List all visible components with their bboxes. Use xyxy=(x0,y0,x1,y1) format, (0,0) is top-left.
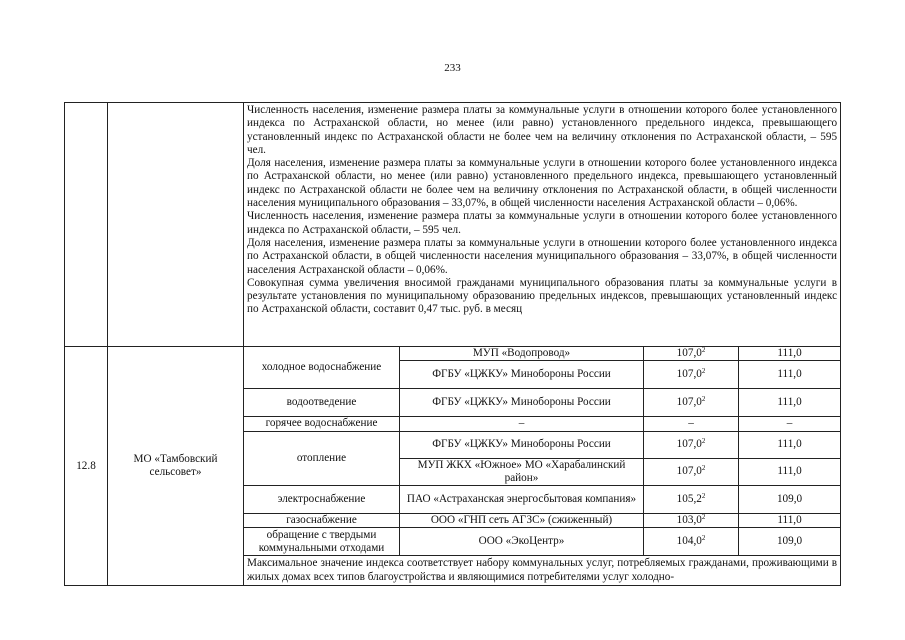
limit-value: – xyxy=(739,417,841,431)
provider-cell: – xyxy=(400,417,644,431)
provider-cell: ФГБУ «ЦЖКУ» Минобороны России xyxy=(400,361,644,389)
provider-cell: ПАО «Астраханская энергосбытовая компания» xyxy=(400,486,644,514)
index-value: 105,2$^2$ xyxy=(644,486,739,514)
provider-cell: МУП ЖКХ «Южное» МО «Харабалинский район» xyxy=(400,458,644,486)
index-value: – xyxy=(644,417,739,431)
paragraph-population-count: Численность населения, изменение размера платы за коммунальные услуги в отношении которого более установленного индекса по Астраханской области, но менее (или равно) установленного предельного индекса, превышающего установленный индекс по Астраханской области не более чем на величину отклонения по Астраханской области, – 595 чел. xyxy=(247,104,838,156)
service-drainage: водоотведение xyxy=(244,389,400,417)
table-row xyxy=(65,347,841,361)
limit-value: 111,0 xyxy=(739,458,841,486)
service-waste: обращение с твердыми коммунальными отходами xyxy=(244,528,400,556)
provider-cell: МУП «Водопровод» xyxy=(400,347,644,361)
limit-value: 109,0 xyxy=(739,528,841,556)
paragraph-total-increase: Совокупная сумма увеличения вносимой гражданами муниципального образования платы за коммунальные услуги в результате установления по муниципальному образованию предельных индексов, превышающих установленный индекс по Астраханской области, составит 0,47 тыс. руб. в месяц xyxy=(247,276,838,316)
paragraph-population-share-above: Доля населения, изменение размера платы за коммунальные услуги в отношении которого более установленного индекса по Астраханской области, в общей численности населения муниципального образования – 33,07%, в общей численности населения Астраханской области – 0,06%. xyxy=(247,236,838,276)
provider-cell: ФГБУ «ЦЖКУ» Минобороны России xyxy=(400,431,644,458)
paragraph-population-share: Доля населения, изменение размера платы за коммунальные услуги в отношении которого более установленного индекса по Астраханской области, но менее (или равно) установленного предельного индекса, превышающего установленный индекс по Астраханской области не более чем на величину отклонения по Астраханской области, в общей численности населения муниципального образования – 33,07%, в общей численности населения Астраханской области – 0,06%. xyxy=(247,157,838,210)
provider-cell: ООО «ГНП сеть АГЗС» (сжиженный) xyxy=(400,514,644,528)
provider-cell: ФГБУ «ЦЖКУ» Минобороны России xyxy=(400,389,644,417)
max-index-description: Максимальное значение индекса соответствует набору коммунальных услуг, потребляемых гражданами, проживающими в жилых домах всех типов благоустройства и являющимися потребителями услуг холодно- xyxy=(244,556,841,586)
provider-cell: ООО «ЭкоЦентр» xyxy=(400,528,644,556)
limit-value: 111,0 xyxy=(739,431,841,458)
page-number: 233 xyxy=(444,62,461,74)
index-value: 107,0$^2$ xyxy=(644,361,739,389)
index-value: 107,0$^2$ xyxy=(644,389,739,417)
empty-municipality-cell xyxy=(108,103,244,347)
limit-value: 111,0 xyxy=(739,514,841,528)
index-value: 107,0$^2$ xyxy=(644,431,739,458)
row-number: 12.8 xyxy=(65,347,108,586)
service-electricity: электроснабжение xyxy=(244,486,400,514)
limit-value: 111,0 xyxy=(739,347,841,361)
population-description-cell xyxy=(244,103,841,347)
service-hot-water: горячее водоснабжение xyxy=(244,417,400,431)
index-value: 104,0$^2$ xyxy=(644,528,739,556)
paragraph-population-count-above: Численность населения, изменение размера платы за коммунальные услуги в отношении которого более установленного индекса по Астраханской области, – 595 чел. xyxy=(247,210,838,236)
service-heating: отопление xyxy=(244,431,400,486)
index-value: 107,0$^2$ xyxy=(644,347,739,361)
continuation-row-top xyxy=(65,103,841,347)
limit-value: 111,0 xyxy=(739,389,841,417)
index-value: 103,0$^2$ xyxy=(644,514,739,528)
empty-number-cell xyxy=(65,103,108,347)
index-value: 107,0$^2$ xyxy=(644,458,739,486)
service-gas: газоснабжение xyxy=(244,514,400,528)
municipality-name: МО «Тамбовский сельсовет» xyxy=(108,347,244,586)
limit-value: 109,0 xyxy=(739,486,841,514)
service-cold-water: холодное водоснабжение xyxy=(244,347,400,389)
index-table xyxy=(64,102,841,586)
limit-value: 111,0 xyxy=(739,361,841,389)
